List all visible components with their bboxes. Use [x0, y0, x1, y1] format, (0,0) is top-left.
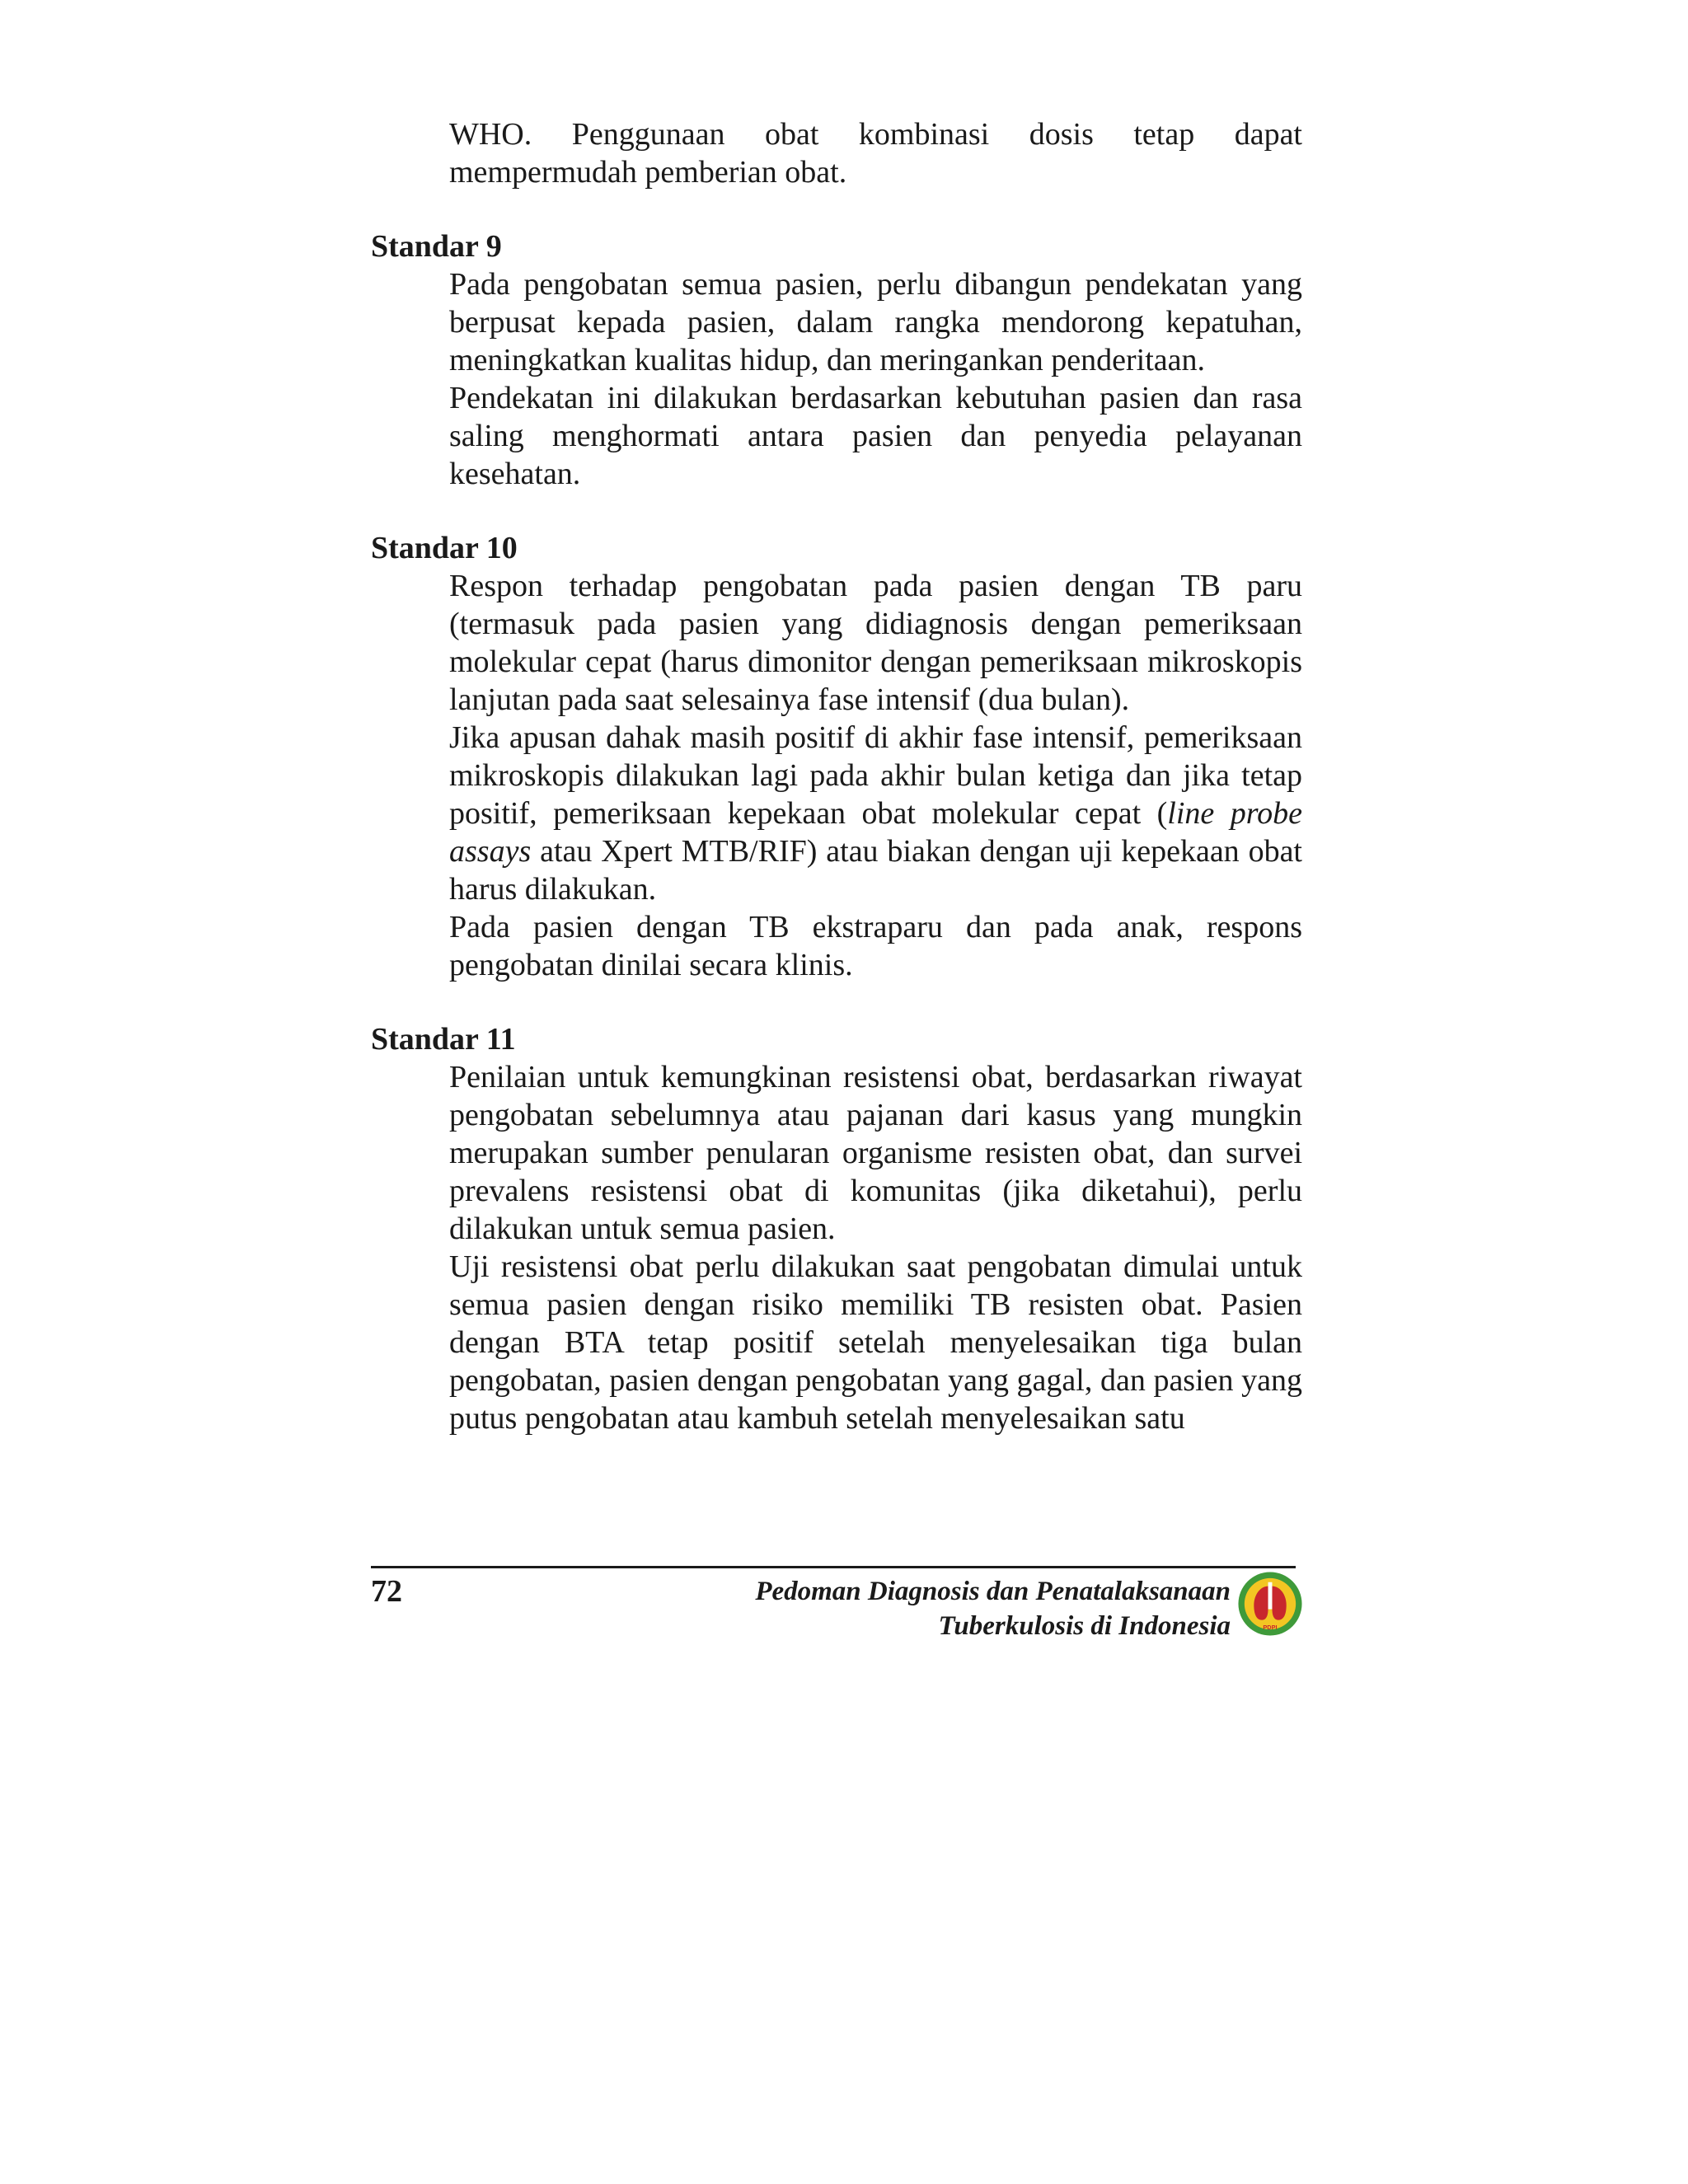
- section-heading-standar-10: Standar 10: [371, 531, 518, 565]
- pdpi-logo-icon: [1236, 1570, 1304, 1638]
- paragraph: Penilaian untuk kemungkinan resistensi obat, berdasarkan riwayat pengobatan sebelumnya atau pajanan dari kasus yang mungkin merupakan sumber penularan organisme resisten obat, dan survei prevalens resistensi obat di komunitas (jika diketahui), perlu dilakukan untuk semua pasien.: [449, 1060, 1302, 1246]
- section-heading-standar-11: Standar 11: [371, 1022, 516, 1057]
- continuation-paragraph: WHO. Penggunaan obat kombinasi dosis tetap dapat mempermudah pemberian obat.: [449, 117, 1302, 190]
- footer-divider: [371, 1566, 1296, 1568]
- paragraph: Uji resistensi obat perlu dilakukan saat pengobatan dimulai untuk semua pasien dengan risiko memiliki TB resisten obat. Pasien dengan BTA tetap positif setelah menyelesaikan tiga bulan pengobatan, pasien dengan pengobatan yang gagal, dan pasien yang putus pengobatan atau kambuh setelah menyelesaikan satu: [449, 1249, 1302, 1436]
- logo-trachea: [1268, 1582, 1273, 1610]
- paragraph: [449, 719, 1302, 908]
- paragraph: Pada pasien dengan TB ekstraparu dan pada anak, respons pengobatan dinilai secara klinis.: [449, 910, 1302, 982]
- section-heading-standar-9: Standar 9: [371, 229, 502, 264]
- paragraph: Pendekatan ini dilakukan berdasarkan kebutuhan pasien dan rasa saling menghormati antara pasien dan penyedia pelayanan kesehatan.: [449, 381, 1302, 491]
- paragraph-text: Jika apusan dahak masih positif di akhir fase intensif, pemeriksaan mikroskopis dilakukan lagi pada akhir bulan ketiga dan jika tetap positif, pemeriksaan kepekaan obat molekular cepat (: [449, 720, 1302, 831]
- page-number: 72: [371, 1574, 402, 1609]
- paragraph: Pada pengobatan semua pasien, perlu dibangun pendekatan yang berpusat kepada pasien, dalam rangka mendorong kepatuhan, meningkatkan kualitas hidup, dan meringankan penderitaan.: [449, 267, 1302, 377]
- paragraph: Respon terhadap pengobatan pada pasien dengan TB paru (termasuk pada pasien yang didiagnosis dengan pemeriksaan molekular cepat (harus dimonitor dengan pemeriksaan mikroskopis lanjutan pada saat selesainya fase intensif (dua bulan).: [449, 569, 1302, 717]
- footer-book-title: [755, 1574, 1231, 1643]
- paragraph-text: atau Xpert MTB/RIF) atau biakan dengan uji kepekaan obat harus dilakukan.: [449, 834, 1302, 907]
- italic-term: line probe assays: [449, 796, 1302, 869]
- document-body: [371, 115, 1302, 1437]
- logo-label: PDPI: [1263, 1624, 1278, 1632]
- footer-title-line-1: Pedoman Diagnosis dan Penatalaksanaan: [755, 1577, 1231, 1606]
- footer-title-line-2: Tuberkulosis di Indonesia: [938, 1611, 1231, 1641]
